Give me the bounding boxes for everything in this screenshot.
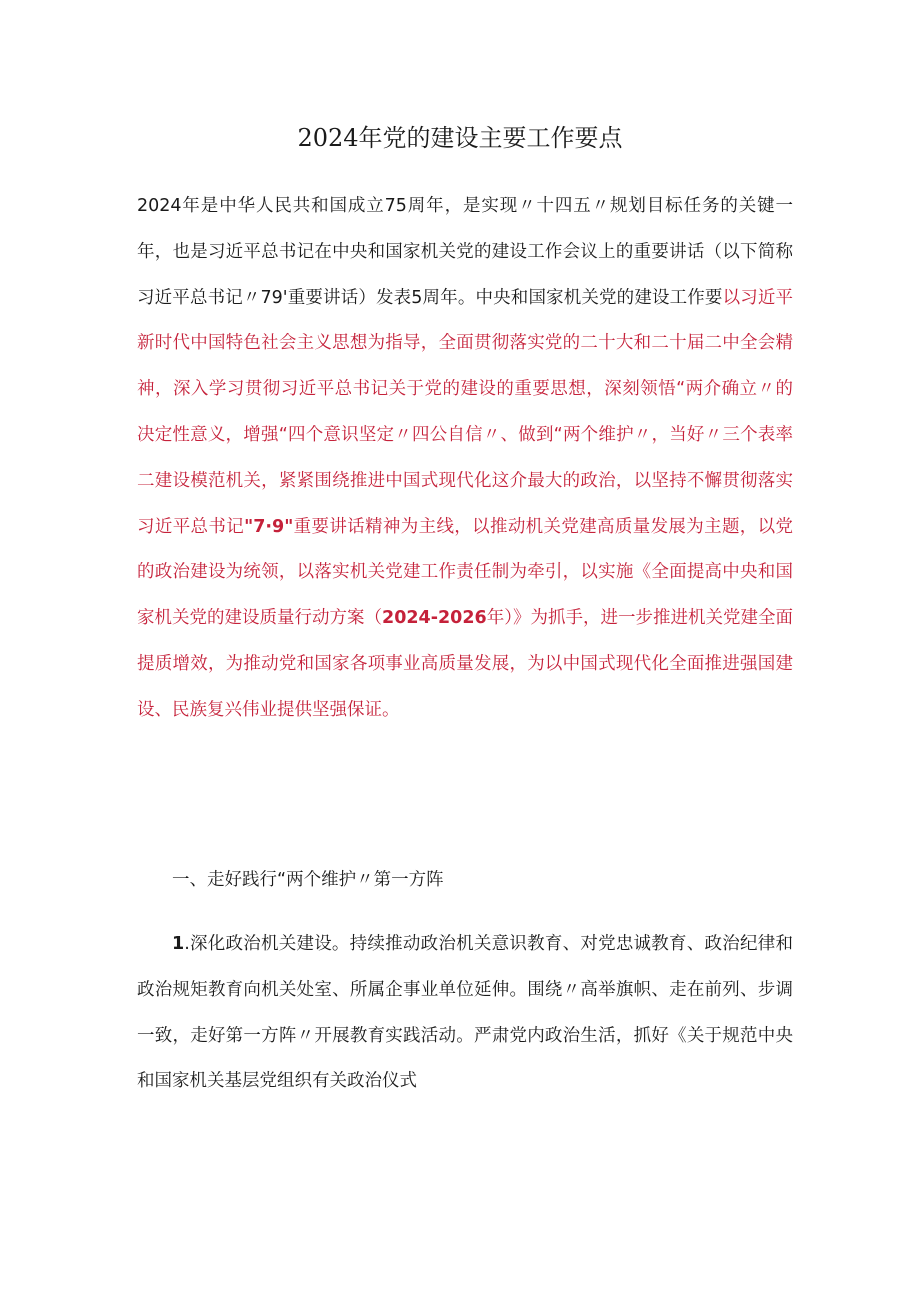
document-title: 2024年党的建设主要工作要点 [297,124,623,152]
section-heading: 一、走好践行“两个维护〃第一方阵 [172,870,444,890]
item-text: .深化政治机关建设。持续推动政治机关意识教育、对党忠诚教育、政治纪律和政治规矩教育向机关处室、所属企事业单位延伸。围绕〃高举旗帜、走在前列、步调一致，走好第一方阵〃开展教育实践活动。严肃党内政治生活，抓好《关于规范中央和国家机关基层党组织有关政治仪式 [137,934,793,1092]
item-number: 1 [172,934,185,954]
intro-highlight-c: 年）》为抓手，进一步推进机关党建全面提质增效，为推动党和国家各项事业高质量发展，为以中国式现代化全面推进强国建设、民族复兴伟业提供坚强保证。 [137,608,794,720]
intro-highlight-quote: "7·9" [244,516,294,537]
intro-plain-text: 2024年是中华人民共和国成立75周年，是实现〃十四五〃规划目标任务的关键一年，也是习近平总书记在中央和国家机关党的建设工作会议上的重要讲话（以下简称习近平总书记〃79'重要讲话）发表5周年。中央和国家机关党的建设工作要 [137,196,793,308]
intro-paragraph [137,184,793,734]
intro-highlight-b: 重要讲话精神为主线，以推动机关党建高质量发展为主题，以党的政治建设为统领，以落实机关党建工作责任制为牵引，以实施《全面提高中央和国家机关党的建设质量行动方案（ [137,516,794,629]
intro-highlight-a: 以习近平新时代中国特色社会主义思想为指导，全面贯彻落实党的二十大和二十届二中全会精神，深入学习贯彻习近平总书记关于党的建设的重要思想，深刻领悟“两介确立〃的决定性意义，增强“四个意识坚定〃四公自信〃、做到“两个维护〃，当好〃三个表率二建设模范机关，紧紧围绕推进中国式现代化这介最大的政治，以坚持不懈贯彻落实习近平总书记 [137,287,794,537]
item-paragraph [137,922,793,1105]
intro-highlight-year: 2024-2026 [382,608,487,629]
